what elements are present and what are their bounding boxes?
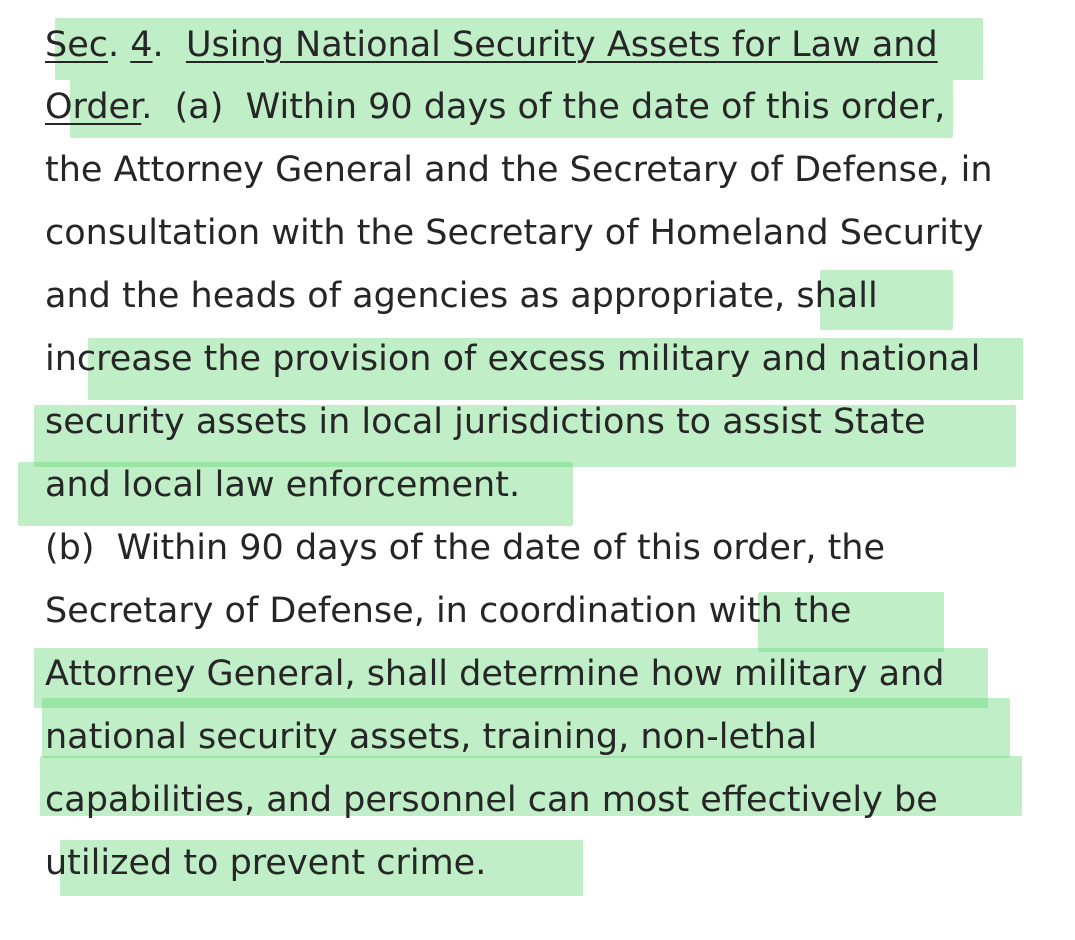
section-title-part-2: Order	[45, 87, 142, 127]
section-heading-line	[45, 14, 938, 76]
section-label: Sec	[45, 25, 108, 65]
paragraph-b-line-1: (b) Within 90 days of the date of this order, the	[45, 528, 886, 568]
paragraph-b-line-6: utilized to prevent crime.	[45, 843, 487, 883]
paragraph-a-line-6: security assets in local jurisdictions to assist State	[45, 402, 926, 442]
paragraph-b-line-2: Secretary of Defense, in coordination with the	[45, 591, 852, 631]
paragraph-b-line-5: capabilities, and personnel can most effectively be	[45, 780, 938, 820]
paragraph-a-line-4: and the heads of agencies as appropriate, shall	[45, 276, 878, 316]
paragraph-b-line-3: Attorney General, shall determine how military and	[45, 654, 945, 694]
section-dot-2: .	[152, 25, 186, 65]
paragraph-a-line-3: consultation with the Secretary of Homeland Security	[45, 213, 984, 253]
section-title-punct: .	[141, 87, 175, 127]
section-title-part-1: Using National Security Assets for Law and	[185, 25, 938, 65]
paragraph-a-line-1	[45, 76, 945, 138]
paragraph-a-line-2: the Attorney General and the Secretary of Defense, in	[45, 150, 993, 190]
paragraph-a-line-7: and local law enforcement.	[45, 465, 521, 505]
paragraph-b-line-4: national security assets, training, non-lethal	[45, 717, 818, 757]
paragraph-a-line-5: increase the provision of excess military and national	[45, 339, 981, 379]
section-dot: .	[108, 25, 131, 65]
paragraph-a-lead: (a) Within 90 days of the date of this order,	[174, 87, 946, 127]
section-number: 4	[130, 25, 153, 65]
